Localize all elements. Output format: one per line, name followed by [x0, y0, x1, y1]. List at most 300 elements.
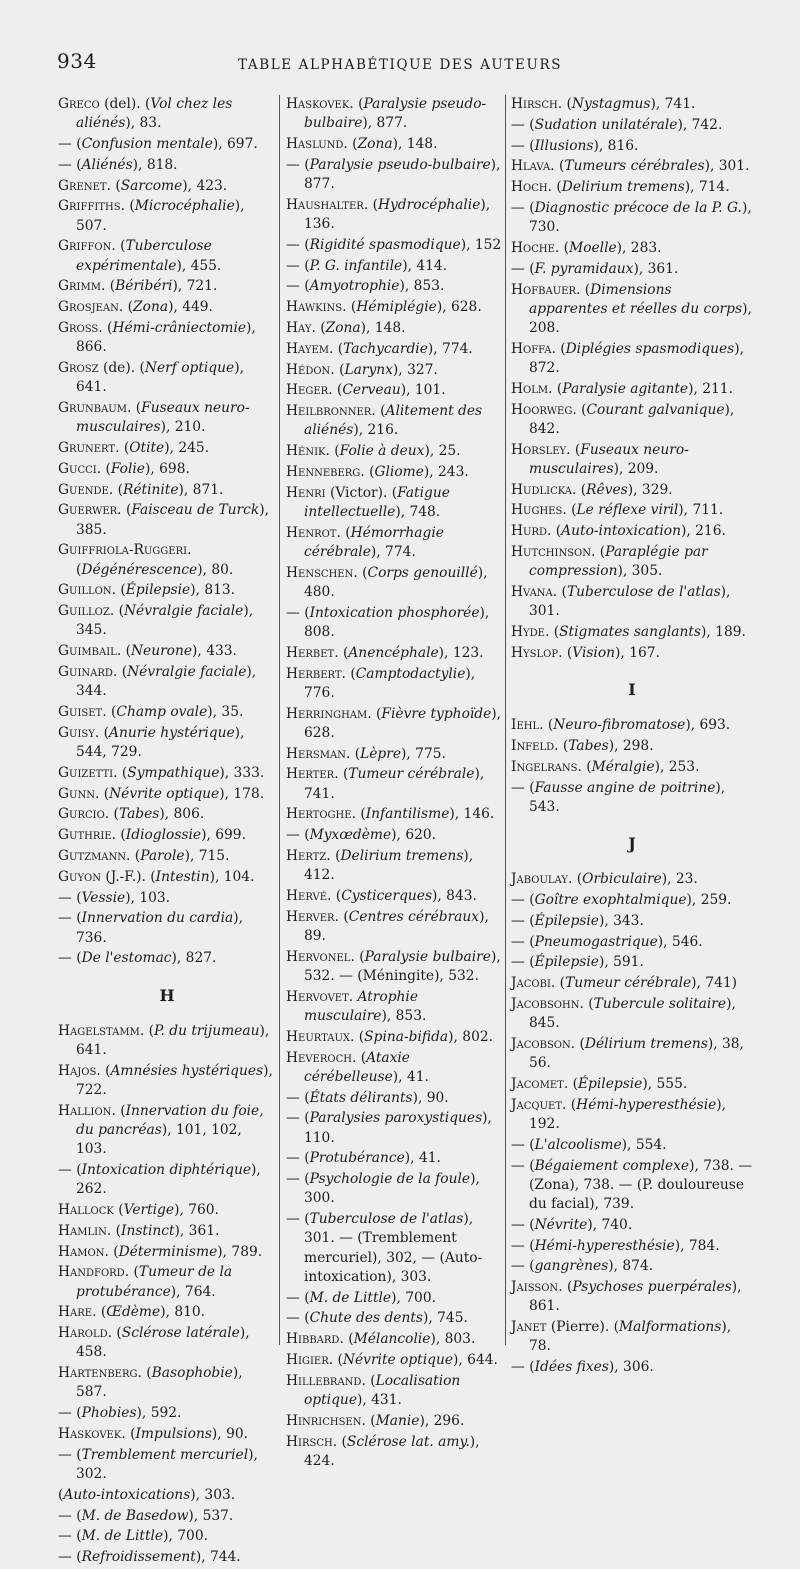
author-name: Hamlin: [58, 1222, 107, 1239]
entry-text: . (: [113, 764, 128, 781]
entry-subject: Dimensions apparentes et réelles du corps: [529, 281, 743, 317]
entry-subject: Rétinite: [122, 481, 179, 498]
entry-text: . (: [334, 766, 349, 783]
entry-text: (: [529, 1136, 535, 1153]
entry-pages: ), 101.: [400, 382, 446, 399]
author-name: Hofbauer: [511, 281, 576, 298]
entry-text: (: [529, 1216, 535, 1233]
entry-text: . (: [98, 319, 113, 336]
entry-subject: Vol chez les aliénés: [76, 96, 233, 132]
index-entry: [58, 439, 276, 458]
index-entry: [58, 889, 276, 908]
entry-subject: Innervation du foie, du pancréas: [76, 1102, 264, 1138]
entry-subject: Vision: [572, 644, 616, 661]
author-name: Hervonel: [286, 948, 351, 965]
author-name: Hayem: [286, 340, 329, 357]
entry-subject: Vertige: [123, 1201, 175, 1218]
author-name: Guilloz: [58, 603, 110, 620]
entry-pages: ), 760.: [174, 1201, 219, 1218]
author-name: Hervé: [286, 887, 328, 904]
author-name: Ingelrans: [511, 758, 578, 775]
entry-text: . (: [554, 239, 570, 256]
entry-text: (: [529, 891, 535, 908]
author-name: —: [511, 779, 530, 796]
author-name: Guinard: [58, 663, 113, 680]
entry-subject: Zona: [133, 299, 169, 316]
author-name: —: [286, 257, 305, 274]
entry-subject: Mélancolie: [353, 1331, 431, 1348]
entry-subject: Cysticerques: [341, 887, 433, 904]
entry-pages: ), 698.: [144, 460, 190, 477]
entry-subject: États délirants: [309, 1089, 413, 1106]
index-entry: [58, 949, 276, 968]
entry-text: . (: [106, 1222, 121, 1239]
entry-text: (: [529, 1237, 535, 1254]
author-name: Jacobson: [511, 1035, 571, 1052]
entry-subject: Phobies: [81, 1405, 137, 1422]
entry-text: . (: [544, 623, 560, 640]
entry-text: . (: [112, 663, 128, 680]
entry-pages: ), 301.: [529, 583, 731, 620]
entry-text: . (: [111, 1102, 126, 1119]
entry-pages: ), 211.: [688, 380, 733, 397]
index-entry: [58, 501, 276, 539]
entry-text: (: [76, 1405, 82, 1422]
entry-text: . (: [567, 871, 583, 888]
entry-pages: ), 414.: [402, 257, 448, 274]
entry-text: .: [348, 988, 358, 1005]
entry-pages: ), 216.: [680, 523, 726, 540]
entry-text: . (: [350, 948, 365, 965]
entry-subject: Zona: [325, 319, 361, 336]
index-entry: [511, 583, 753, 621]
entry-subject: Gliome: [374, 463, 424, 480]
entry-text: . (: [547, 179, 562, 196]
entry-pages: ), 333.: [219, 764, 265, 781]
entry-pages: ), 344.: [76, 663, 257, 700]
entry-pages: ), 35.: [207, 703, 244, 720]
entry-pages: ), 361.: [633, 260, 679, 277]
index-entry: [511, 260, 753, 279]
entry-subject: Centres cérébraux: [348, 908, 480, 925]
index-entry: [58, 95, 276, 133]
entry-text: (: [304, 156, 310, 173]
entry-subject: Infantilisme: [365, 806, 450, 823]
entry-pages: ), 189.: [701, 623, 746, 640]
author-name: Henschen: [286, 564, 354, 581]
entry-text: . (: [363, 196, 378, 213]
index-entry: [511, 716, 753, 735]
author-name: —: [286, 827, 305, 844]
entry-subject: Neuro-fibromatose: [553, 717, 686, 734]
entry-pages: ), 861.: [529, 1279, 742, 1315]
entry-text: . (: [334, 644, 349, 661]
author-name: Guiset: [58, 703, 103, 720]
author-name: Infeld: [511, 737, 555, 754]
entry-subject: Malformations: [619, 1319, 722, 1336]
index-entry: [511, 1257, 753, 1276]
section-letter: J: [628, 833, 636, 853]
entry-pages: ), 38, 56.: [529, 1035, 744, 1072]
entry-subject: Impulsions: [135, 1425, 212, 1442]
entry-pages: ), 327.: [392, 361, 438, 378]
author-name: Grosjean: [58, 299, 119, 316]
entry-pages: ), 877.: [362, 115, 408, 132]
author-name: Haskovek: [286, 96, 350, 112]
entry-text: . (: [579, 995, 594, 1012]
entry-pages: ), 178.: [219, 785, 265, 802]
author-name: Heveroch: [286, 1049, 352, 1066]
entry-pages: ), 433.: [192, 643, 237, 660]
entry-pages: ), 874.: [608, 1258, 654, 1275]
entry-text: . (: [126, 399, 142, 416]
entry-text: . (: [367, 705, 382, 722]
index-entry: [511, 1318, 753, 1356]
entry-subject: Basophobie: [151, 1365, 233, 1382]
entry-subject: Champ ovale: [116, 703, 208, 720]
entry-text: (: [304, 1171, 310, 1188]
index-entry: [58, 764, 276, 783]
entry-text: (: [529, 199, 535, 216]
author-name: Hallock: [58, 1201, 114, 1218]
entry-pages: ), 853.: [381, 1007, 427, 1024]
index-entry: [286, 524, 502, 562]
author-name: Hartenberg: [58, 1365, 138, 1382]
entry-subject: Tuberculose expérimentale: [76, 238, 212, 274]
entry-text: . (: [92, 1304, 107, 1321]
index-entry: [511, 1035, 753, 1073]
author-name: Henrot: [286, 524, 337, 541]
author-name: Hagelstamm: [58, 1022, 140, 1039]
entry-text: . (: [107, 1325, 122, 1342]
entry-subject: L'alcoolisme: [534, 1136, 622, 1153]
entry-subject: Hydrocéphalie: [377, 196, 481, 213]
entry-subject: Anurie hystérique: [109, 724, 235, 741]
entry-pages: ), 693.: [685, 717, 731, 734]
index-entry: [286, 1109, 502, 1147]
index-entry: [58, 785, 276, 804]
entry-subject: Tumeurs cérébrales: [564, 158, 705, 175]
entry-pages: ), 253.: [654, 758, 700, 775]
index-entry: [58, 481, 276, 500]
entry-pages: ), 449.: [168, 299, 213, 316]
entry-pages: ), 83.: [125, 115, 162, 132]
entry-text: . (: [551, 340, 566, 357]
author-name: Griffon: [58, 238, 112, 255]
author-name: Gurcio: [58, 806, 105, 823]
index-entry: [286, 1089, 502, 1108]
entry-subject: Paralysie pseudo-bulbaire: [309, 156, 491, 173]
entry-text: . (: [351, 1049, 367, 1066]
author-name: Hare: [58, 1304, 93, 1321]
entry-pages: ), 103.: [125, 889, 171, 906]
entry-subject: Moelle: [569, 239, 617, 256]
entry-pages: ), 853.: [399, 278, 445, 295]
entry-text: . (: [94, 724, 110, 741]
index-entry: [58, 1364, 276, 1402]
entry-subject: Localisation optique: [304, 1372, 461, 1408]
author-name: —: [58, 1507, 77, 1524]
index-entry: [58, 277, 276, 296]
index-entry: [286, 257, 502, 276]
entry-text: . (: [353, 564, 368, 581]
entry-text: . (: [76, 542, 192, 578]
entry-pages: ), 776.: [304, 665, 476, 701]
entry-text: . (: [576, 281, 591, 298]
index-entry: [58, 1446, 276, 1484]
entry-text: . (: [126, 847, 141, 864]
author-name: Hédon: [286, 361, 331, 378]
entry-subject: Tumeur cérébrale: [348, 766, 475, 783]
author-name: Holm: [511, 380, 549, 397]
entry-text: . (: [94, 785, 110, 802]
author-name: Hamon: [58, 1243, 105, 1260]
index-entry: [511, 501, 753, 520]
entry-subject: Rigidité spasmodique: [309, 236, 461, 253]
entry-subject: Illusions: [534, 137, 594, 154]
entry-subject: De l'estomac: [81, 950, 172, 967]
entry-pages: ), 90.: [211, 1425, 249, 1442]
index-entry: [58, 805, 276, 824]
entry-subject: Sympathique: [127, 764, 220, 781]
entry-pages: ), 620.: [391, 827, 437, 844]
entry-text: . (: [558, 644, 573, 661]
index-entry: [58, 581, 276, 600]
entry-pages: ), 89.: [304, 908, 489, 944]
entry-text: . (: [115, 439, 130, 456]
entry-subject: P. du trijumeau: [154, 1022, 260, 1039]
entry-pages: ), 554.: [621, 1136, 667, 1153]
index-entry: [511, 157, 753, 176]
entry-subject: F. pyramidaux: [534, 260, 634, 277]
entry-subject: Amyotrophie: [309, 278, 400, 295]
entry-pages: ), 262.: [76, 1161, 261, 1198]
entry-subject: Intestin: [155, 868, 210, 885]
entry-pages: ), 816.: [593, 137, 639, 154]
author-name: Hervovet: [286, 988, 349, 1005]
entry-pages: ), 842.: [529, 401, 735, 437]
author-name: Jacobsohn: [511, 995, 580, 1012]
index-entry: [286, 1170, 502, 1208]
author-name: Hoffa: [511, 340, 552, 357]
index-entry: [286, 665, 502, 703]
entry-subject: M. de Little: [81, 1528, 164, 1545]
index-entry: [511, 401, 753, 439]
entry-subject: Fuseaux neuro-musculaires: [76, 399, 250, 436]
entry-pages: ), 748.: [395, 503, 441, 520]
entry-subject: Refroidissement: [81, 1549, 196, 1566]
author-name: Herbert: [286, 665, 342, 682]
entry-text: . (: [552, 583, 567, 600]
entry-subject: Pneumogastrique: [534, 933, 658, 950]
entry-pages: ), 736.: [76, 910, 244, 946]
author-name: Jacomet: [511, 1075, 564, 1092]
entry-subject: Parole: [140, 847, 185, 864]
index-entry: [58, 1161, 276, 1199]
entry-text: (: [529, 954, 535, 971]
entry-text: (: [76, 950, 82, 967]
author-name: Gucci: [58, 460, 97, 477]
entry-pages: ), 423.: [182, 177, 228, 194]
entry-pages: ), 412.: [304, 847, 474, 884]
entry-text: . (: [350, 1028, 365, 1045]
index-entry: [58, 1507, 276, 1526]
entry-pages: ), 827.: [171, 950, 217, 967]
entry-text: . (: [328, 1351, 343, 1368]
author-name: Guende: [58, 481, 109, 498]
entry-subject: Corps genouillé: [367, 564, 478, 581]
author-name: —: [286, 1289, 305, 1306]
entry-pages: ), 802.: [448, 1028, 494, 1045]
entry-subject: Névralgie faciale: [123, 603, 244, 620]
entry-pages: ), 343.: [598, 912, 644, 929]
entry-pages: ), 722.: [76, 1062, 273, 1098]
entry-text: (: [304, 1211, 310, 1228]
entry-pages: ), 192.: [529, 1096, 727, 1132]
entry-subject: Paralysie agitante: [562, 380, 689, 397]
entry-pages: ), 302.: [76, 1446, 258, 1482]
author-name: —: [58, 910, 77, 927]
author-name: —: [286, 1310, 305, 1327]
entry-text: . (: [124, 1264, 139, 1281]
index-column-1: [58, 95, 276, 1569]
entry-subject: Hémorrhagie cérébrale: [304, 524, 444, 560]
author-name: Herbet: [286, 644, 335, 661]
entry-text: . (: [111, 827, 126, 844]
entry-pages: ), 721.: [172, 278, 218, 295]
entry-pages: ), 245.: [164, 439, 210, 456]
entry-text: . (: [325, 443, 340, 460]
author-name: Heilbronner: [286, 403, 372, 420]
author-name: Hirsch: [286, 1433, 333, 1450]
entry-pages: ), 774.: [427, 340, 473, 357]
entry-subject: Idioglossie: [125, 827, 202, 844]
entry-text: (: [529, 137, 535, 154]
index-entry: [286, 948, 502, 986]
entry-pages: ), 843.: [432, 887, 477, 904]
index-entry: [511, 481, 753, 500]
entry-pages: ), 123.: [438, 644, 484, 661]
entry-text: . (: [334, 908, 349, 925]
author-name: Iehl: [511, 717, 540, 734]
index-entry: [286, 196, 502, 234]
entry-subject: Hémiplégie: [356, 299, 437, 316]
author-name: —: [511, 1157, 530, 1174]
entry-pages: ), 845.: [529, 995, 736, 1032]
entry-pages: ), 136.: [304, 196, 491, 232]
entry-text: . (: [539, 717, 554, 734]
entry-text: . (: [548, 380, 563, 397]
entry-subject: Méralgie: [591, 758, 655, 775]
entry-text: . (: [137, 1365, 152, 1382]
index-entry: [286, 1330, 502, 1349]
index-entry: [511, 933, 753, 952]
entry-subject: Otite: [129, 439, 165, 456]
entry-subject: Tuberculose de l'atlas: [309, 1211, 464, 1228]
index-entry: [58, 1222, 276, 1241]
entry-pages: ), 23.: [661, 871, 698, 888]
index-entry: [58, 1324, 276, 1362]
entry-subject: Béribéri: [115, 278, 173, 295]
index-entry: [286, 361, 502, 380]
entry-pages: ), 700.: [163, 1528, 208, 1545]
index-entry: [58, 1486, 276, 1505]
entry-text: (: [76, 1446, 82, 1463]
author-name: Henneberg: [286, 463, 361, 480]
entry-text: . (: [120, 198, 135, 215]
entry-pages: ), 300.: [304, 1171, 480, 1207]
author-name: Hersman: [286, 745, 346, 762]
index-entry: [58, 1527, 276, 1546]
entry-pages: ), 385.: [76, 502, 270, 538]
entry-subject: Tumeur de la protubérance: [76, 1264, 233, 1300]
index-entry: [286, 340, 502, 359]
entry-text: . (: [339, 1331, 354, 1348]
index-entry: [511, 1237, 753, 1256]
index-entry: [511, 737, 753, 756]
entry-text: . (: [591, 543, 606, 560]
author-name: Guyon: [58, 868, 101, 885]
entry-text: . (: [550, 158, 565, 175]
author-name: Heurtaux: [286, 1028, 351, 1045]
index-entry: [286, 745, 502, 764]
entry-pages: ), 532. — (Méningite), 532.: [304, 948, 501, 984]
author-name: Herver: [286, 908, 335, 925]
author-name: Higier: [286, 1351, 329, 1368]
author-name: Hlava: [511, 158, 551, 175]
index-entry: [286, 156, 502, 194]
author-name: Hoche: [511, 239, 555, 256]
author-name: —: [511, 912, 530, 929]
entry-subject: Dégénérescence: [81, 561, 198, 578]
entry-text: . (: [361, 1372, 376, 1389]
index-entry: [286, 484, 502, 522]
index-entry: [58, 724, 276, 762]
index-entry: [286, 236, 502, 255]
entry-text: (: [304, 257, 310, 274]
entry-subject: Névrite: [534, 1216, 588, 1233]
entry-subject: M. de Little: [309, 1289, 392, 1306]
entry-subject: Diagnostic précoce de la P. G.: [534, 199, 742, 216]
entry-subject: Épilepsie: [534, 912, 599, 929]
entry-text: (: [76, 1528, 82, 1545]
author-name: Grunbaum: [58, 399, 127, 416]
author-name: —: [58, 136, 77, 152]
author-name: Hertoghe: [286, 806, 352, 823]
entry-pages: ), 167.: [615, 644, 660, 661]
author-name: —: [511, 891, 530, 908]
entry-text: (: [304, 604, 310, 621]
entry-subject: Anencéphale: [348, 644, 439, 661]
entry-subject: Larynx: [344, 361, 393, 378]
entry-pages: ), 301. — (Tremblement mercuriel), 302, — (Auto-intoxication), 303.: [304, 1211, 483, 1285]
entry-pages: ), 715.: [184, 847, 230, 864]
author-name: Jaisson: [511, 1279, 559, 1296]
author-name: Janet: [511, 1319, 547, 1336]
section-letter: H: [159, 985, 175, 1005]
entry-subject: Paralysies paroxystiques: [309, 1110, 483, 1127]
index-entry: [58, 1404, 276, 1423]
entry-pages: ), 745.: [422, 1310, 468, 1327]
entry-subject: Tubercule solitaire: [593, 995, 727, 1012]
entry-subject: Tremblement mercuriel: [81, 1446, 249, 1463]
entry-text: . (: [566, 441, 581, 458]
entry-pages: ), 455.: [176, 257, 222, 274]
entry-pages: ), 41.: [404, 1150, 441, 1167]
index-entry: [286, 1149, 502, 1168]
entry-pages: ), 628.: [304, 705, 502, 741]
entry-pages: ), 148.: [392, 136, 438, 152]
